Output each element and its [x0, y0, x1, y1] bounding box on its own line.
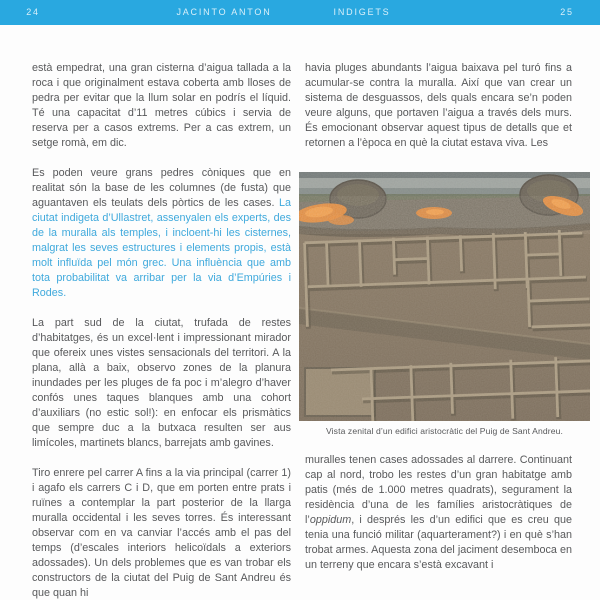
paragraph: havia pluges abundants l’aigua baixava pel turó fins a acumular-se contra la muralla. Així que van crear un sistema de desguassos, dels quals encara se’n poden veure alguns, que portaven l’aigua a través dels murs. És emocionant observar aquest tipus de detalls que et retornen a l’època en què la ciutat estava viva. Les — [305, 62, 572, 149]
header-bar — [0, 0, 600, 25]
page-number-right: 25 — [560, 7, 574, 17]
running-title-author: JACINTO ANTON — [176, 7, 272, 17]
running-title-chapter: INDIGETS — [333, 7, 391, 17]
right-page-text-column-bottom — [305, 453, 572, 573]
paragraph-text: , i després les d’un edifici que es creu que tenia una funció militar (aquarterament?) i en què s’han trobat armes. Aquesta zona del jaciment desemboca en un terreny que encara s’està excavant i — [305, 514, 572, 571]
paragraph-text: muralles tenen cases adossades al darrere. Continuant cap al nord, trobo les restes d’un gran habitatge amb patis (més de 1.000 metres quadrats), segurament la residència d’una de les famílies aristocràtiques de l’ — [305, 454, 572, 526]
left-page-text-column — [32, 61, 291, 600]
paragraph-text-highlighted: La ciutat indigeta d’Ullastret, assenyalen els experts, des de la muralla als temples, i incloent-hi les cisternes, malgrat les seves estructures i elements propis, està molt influïda pel món grec. Una influència que amb tota probabilitat va arribar per la via d’Empúries i Rodes. — [32, 197, 291, 299]
paragraph-text: Es poden veure grans pedres còniques que en realitat són la base de les columnes (de fusta) que aguantaven els teulats dels pòrtics de les cases. — [32, 167, 291, 209]
right-page-text-column-top — [305, 61, 572, 151]
page-number-left: 24 — [26, 7, 40, 17]
aerial-photo — [299, 172, 590, 421]
paragraph — [32, 166, 291, 301]
paragraph: està empedrat, una gran cisterna d’aigua tallada a la roca i que originalment estava coberta amb lloses de pedra per evitar que la llum solar en podrís el líquid. Té una capacitat d’11 metres cúbics i servia de reserva per a casos extrems. Per a cas extrem, un setge romà, em dic. — [32, 62, 291, 149]
paragraph: Tiro enrere pel carrer A fins a la via principal (carrer 1) i agafo els carrers C i D, que em porten entre prats i ruïnes a contemplar la part posterior de la llarga muralla occidental i les seves torres. És interessant observar com en va canviar l’accés amb el pas del temps (d’escales interiors helicoïdals a exteriors adossades). Un dels problemes que es van trobar els constructors de la ciutat del Puig de Sant Andreu és que quan hi — [32, 467, 291, 599]
paragraph — [305, 453, 572, 573]
aerial-photo-illustration — [299, 172, 590, 421]
paragraph: La part sud de la ciutat, trufada de restes d’habitatges, és un excel·lent i impressionant mirador que ofereix unes vistes sensacionals del territori. A la plana, allà a baix, observo zones de la planura inundades per les pluges de fa poc i m’alegro d’haver confós unes taques blanques amb una cohort d’auxiliars (no estic sol!): en enfocar els prismàtics que sempre duc a la butxaca resulten ser aus limícoles, martinets blancs, barrejats amb gavines. — [32, 317, 291, 449]
photo-caption: Vista zenital d’un edifici aristocràtic del Puig de Sant Andreu. — [326, 426, 563, 436]
paragraph-text-italic: oppidum — [309, 514, 352, 526]
